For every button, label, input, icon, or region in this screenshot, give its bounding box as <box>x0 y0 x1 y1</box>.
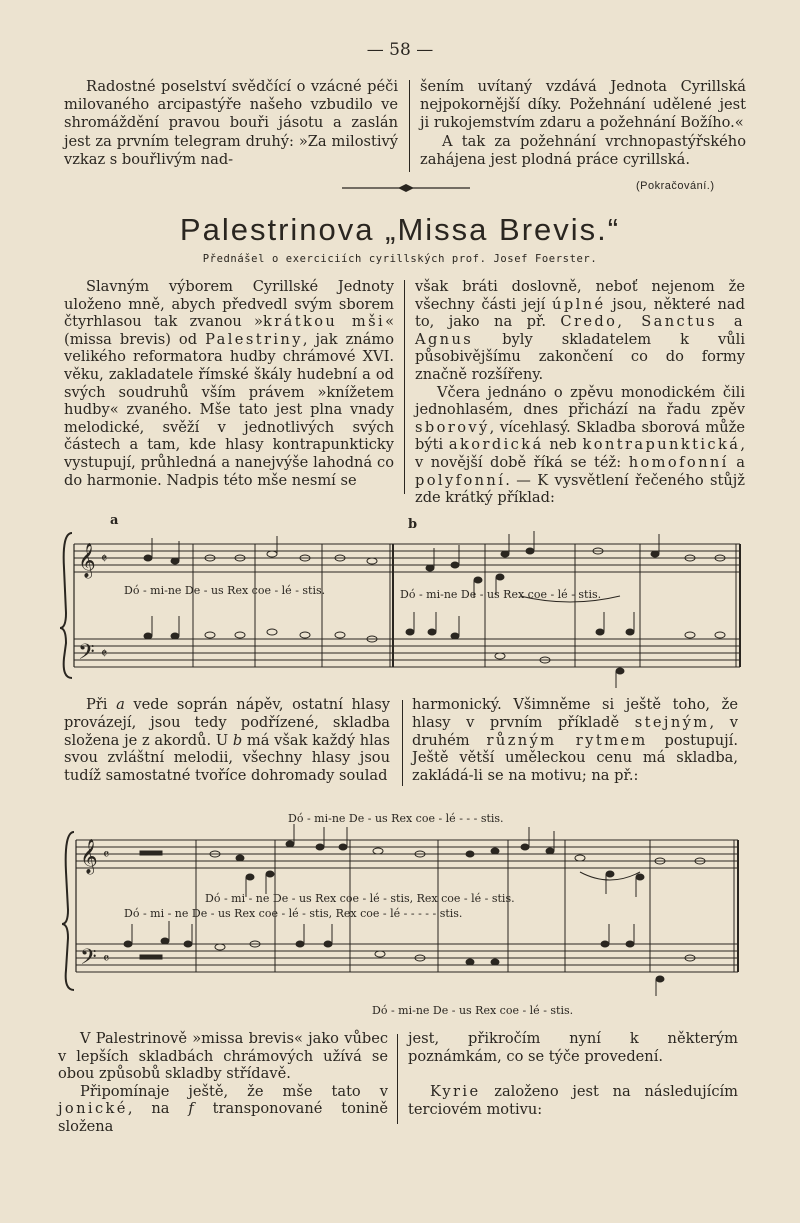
p4-b: a <box>116 696 125 713</box>
lyrics-line-2: Dó - mi - ne De - us Rex coe - lé - stis, Rex coe - lé - stis. <box>205 892 515 905</box>
p8-a: jest, přikročím nyní k některým poznámkám, co se týče provedení. <box>408 1030 738 1065</box>
p4-c: vede soprán nápěv, ostatní hlasy provázejí, jsou tedy podřízené, skladba složena je z akordů. U <box>64 696 390 749</box>
p5-e: postupují. Ještě větší uměleckou cenu má skladba, zakládá-li se na motivu; na př.: <box>412 731 738 785</box>
page-number: — 58 — <box>366 40 434 60</box>
p3-f: kontrapunktická <box>582 436 741 454</box>
common-time-icon: 𝄵 <box>101 646 108 662</box>
cut-time-icon: 𝄴 <box>103 951 110 967</box>
column-divider <box>409 80 410 172</box>
lyrics-example-a: Dó - mi-ne De - us Rex coe - lé - stis. <box>124 584 326 597</box>
section-ornament <box>0 183 800 193</box>
article-title: Palestrinova „Missa Brevis.“ <box>179 212 621 247</box>
treble-staff-2 <box>76 840 738 868</box>
p3-d: akordická <box>448 436 544 454</box>
lyrics-line-4: Dó - mi-ne De - us Rex coe - lé - stis. <box>372 1004 574 1017</box>
p3-b: sborový <box>415 418 490 436</box>
p1-d: Palestriny <box>205 330 303 348</box>
intro-right-column <box>420 78 746 169</box>
p3-a: Včera jednáno o zpěvu monodickém čili jednohlasém, dnes přichází na řadu zpěv <box>415 383 745 419</box>
p1-a: Slavným výborem Cyrillské Jednoty uloženo mně, abych předvedl svým sborem čtyrhlasou tak zvanou » <box>64 278 394 331</box>
paragraph-5 <box>412 696 738 785</box>
lyrics-line-1: Dó - mi-ne De - us Rex coe - lé - - - stis. <box>288 812 504 825</box>
p7-e: transponované tonině složena <box>58 1100 388 1135</box>
p3-h: homofonní <box>628 453 729 471</box>
column-divider-4 <box>397 1034 398 1124</box>
p5-a: harmonický. Všimněme si ještě toho, že hlasy v prvním příkladě <box>412 696 738 731</box>
continued-note: (Pokračování.) <box>636 180 715 192</box>
column-divider-3 <box>402 700 403 786</box>
paragraph-2-3 <box>415 278 745 507</box>
treble-clef-icon: 𝄞 <box>78 543 96 578</box>
p9-a: Kyrie <box>430 1083 481 1101</box>
common-time-icon: 𝄵 <box>101 551 108 567</box>
intro-left-column <box>64 78 398 169</box>
p2-b: úplné <box>552 295 606 313</box>
column-divider-2 <box>404 280 405 494</box>
paragraph-8-9 <box>408 1030 738 1118</box>
p3-j: polyfonní <box>415 471 506 489</box>
p2-e: byly skladatelem k vůli působivějšímu zakončení co do formy značně rozšířeny. <box>415 330 745 383</box>
p1-b: krátkou mši <box>263 313 386 331</box>
p2-c: jsou, některé nad to, jako na př. <box>415 295 745 331</box>
paragraph-6-7 <box>58 1030 388 1136</box>
lyrics-line-3: Dó - mi - ne De - us Rex coe - lé - stis, Rex coe - lé - - - - - stis. <box>124 907 463 920</box>
bass-clef-icon-2: 𝄢 <box>80 945 97 975</box>
intro-left-text: Radostné poselství svědčící o vzácné péči milovaného arcipastýře našeho vzbudilo ve shromáždění pravou bouři jásotu a zaslán jest za prvním telegram druhý: »Za milostivý vzkaz s bouřlivým nad- <box>64 78 398 168</box>
p3-k: . — K vysvětlení řečeného stůjž zde krátký příklad: <box>415 471 745 507</box>
barlines-2 <box>196 840 738 972</box>
paragraph-4 <box>64 696 390 785</box>
bass-clef-icon: 𝄢 <box>78 640 95 670</box>
intro-right-text: šením uvítaný vzdává Jednota Cyrillská nejpokornější díky. Požehnání udělené jest ji rukojemstvím zdaru a požehnání Božího.« <box>420 78 746 132</box>
system-brace-2 <box>62 832 74 990</box>
p4-e: má však každý hlas svou zvláštní melodii, všechny hlasy jsou tudíž samostatné tvoříce dohromady soulad <box>64 731 390 785</box>
music-example-1 <box>0 508 800 698</box>
p2-a: však bráti doslovně, neboť nejenom že všechny části její <box>415 278 745 313</box>
p7-d: f <box>188 1100 194 1118</box>
p5-d: různým rytmem <box>486 731 648 749</box>
bass-staff-2 <box>76 944 738 972</box>
notes-bass <box>144 612 725 688</box>
cut-time-icon: 𝄴 <box>103 847 110 863</box>
intro-right-text-2: A tak za požehnání vrchnopastýřského zahájena jest plodná práce cyrillská. <box>420 132 746 168</box>
barlines-1 <box>193 544 740 667</box>
p2-d: Credo, Sanctus a Agnus <box>415 313 746 348</box>
example-label-b: b <box>408 517 418 532</box>
treble-clef-icon-2: 𝄞 <box>80 839 98 874</box>
p5-c: , v druhém <box>412 713 738 749</box>
paragraph-1 <box>64 278 394 489</box>
system-brace <box>60 533 72 678</box>
p7-a: Připomínaje ještě, že mše tato v <box>80 1082 388 1100</box>
p3-e: neb <box>543 436 583 454</box>
p4-a: Při <box>86 696 117 713</box>
p5-b: stejným <box>634 713 710 731</box>
p1-c: « (missa brevis) od <box>64 313 394 348</box>
lyrics-example-b: Dó - mi-ne De - us Rex coe - lé - stis. <box>400 588 602 601</box>
p3-g: , v novější době říká se též: <box>415 436 745 471</box>
p9-b: založeno jest na následujícím terciovém motivu: <box>408 1083 738 1118</box>
p3-i: a <box>728 453 745 471</box>
music-example-2 <box>0 802 800 1022</box>
p7-b: jonické <box>58 1100 128 1118</box>
p3-c: , vícehlasý. Skladba sborová může býti <box>415 418 745 454</box>
p6-a: V Palestrinově »missa brevis« jako vůbec v lepších skladbách chrámových užívá se obou způsobů skladby střídavě. <box>58 1030 388 1083</box>
article-byline: Přednášel o exerciciích cyrillských prof. Josef Foerster. <box>202 253 598 265</box>
example-label-a: a <box>110 513 119 528</box>
p7-c: , na <box>127 1100 189 1118</box>
p4-d: b <box>232 731 243 749</box>
p1-e: , jak známo velikého reformatora hudby chrámové XVI. věku, zakladatele římské škály hudební a od svých soudruhů vším právem »knížetem hudby« zvaného. Mše tato jest plna vnady melodické, svěží v jednotlivých svých částech a tam, kde hlasy kontrapunkticky vystupují, průhledná a nanejvýše lahodná co do harmonie. Nadpis této mše nesmí se <box>64 330 394 489</box>
